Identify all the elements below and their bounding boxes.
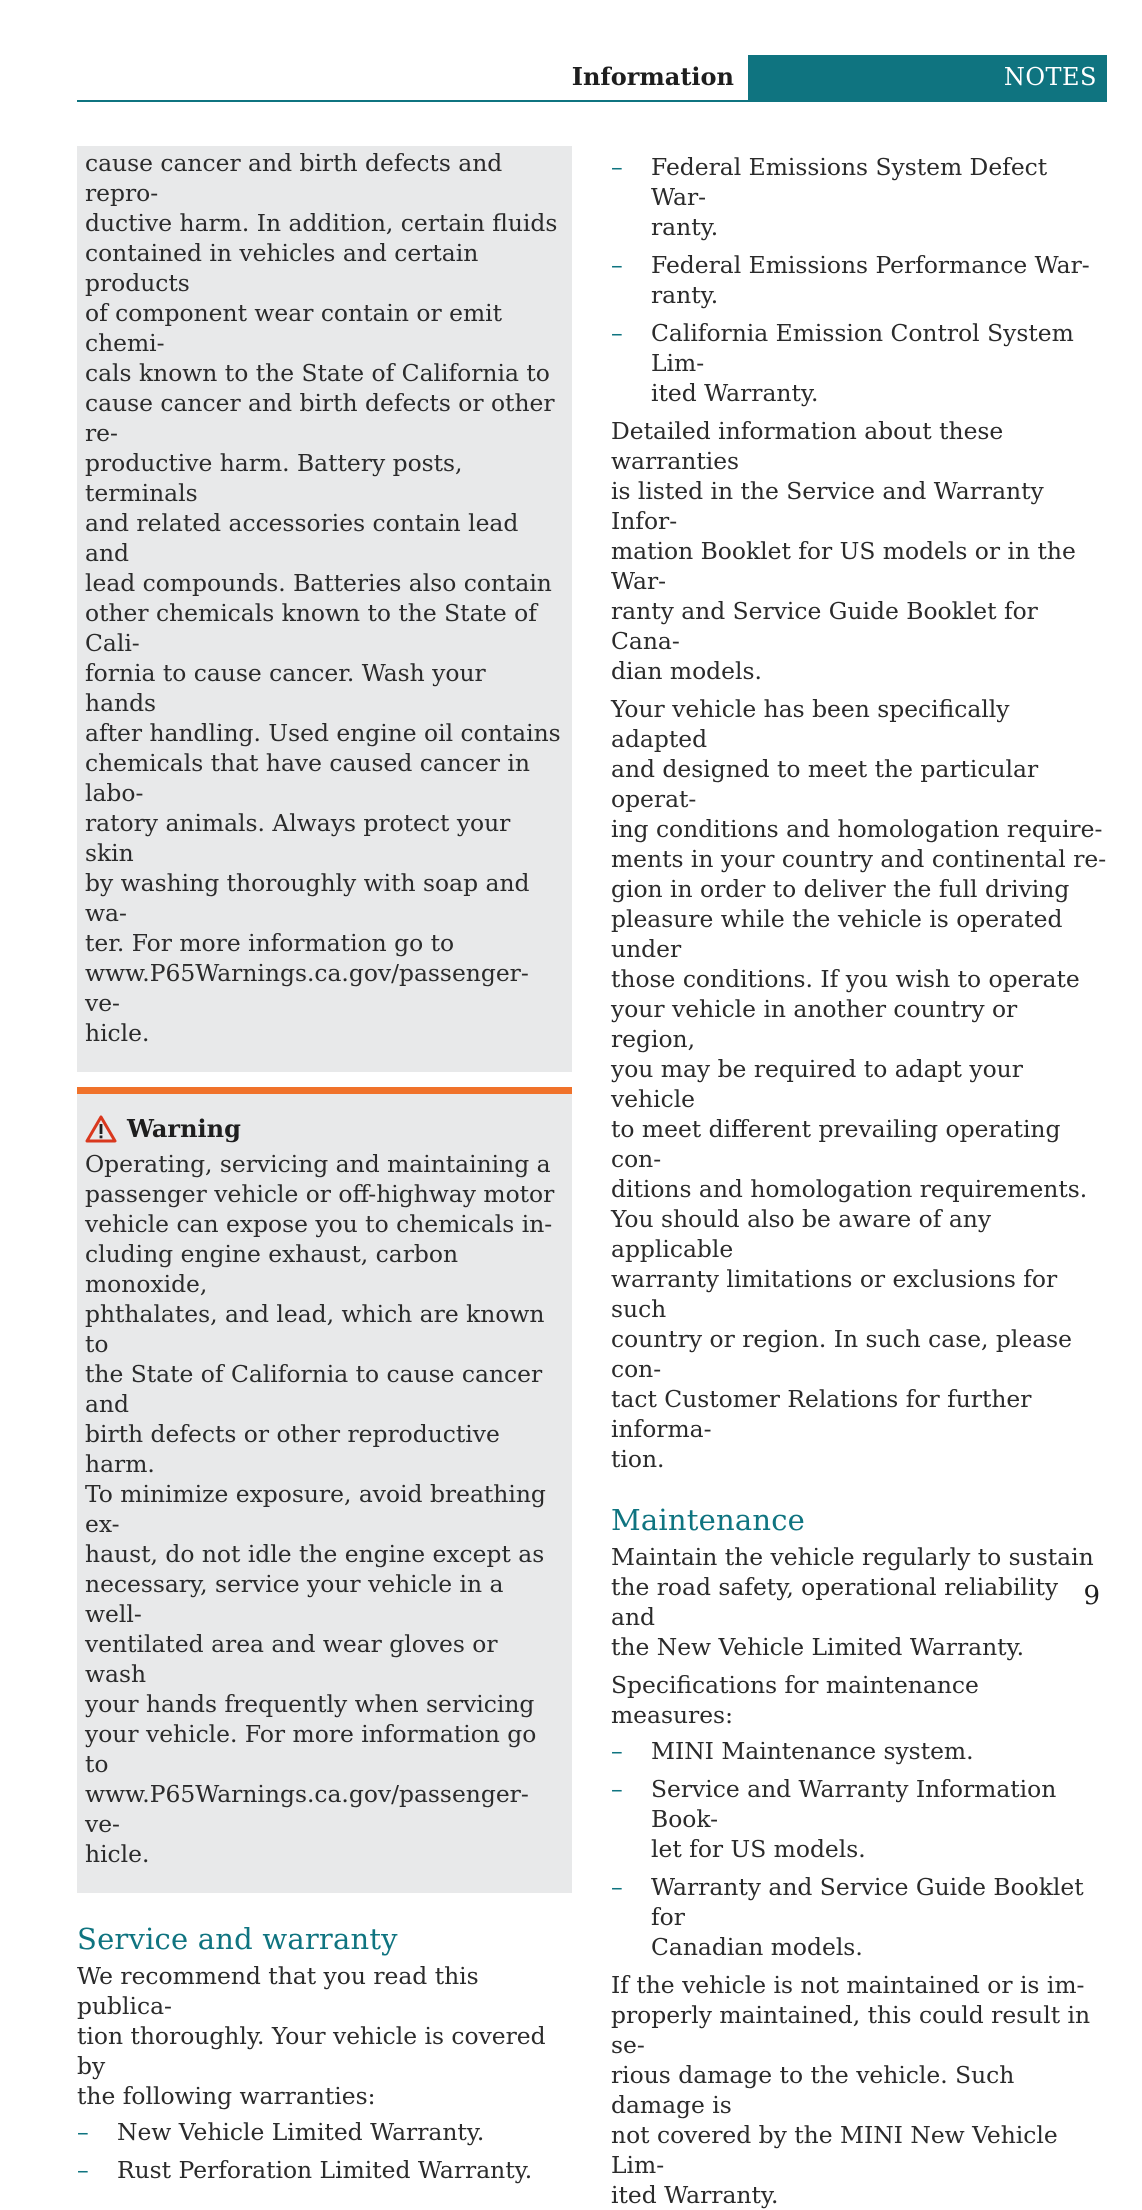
header-tab bbox=[748, 55, 1107, 102]
page-header bbox=[0, 0, 1142, 102]
list-item: – MINI Maintenance system. bbox=[611, 1737, 974, 1765]
right-column bbox=[611, 146, 1107, 2210]
list-item: – Federal Emissions System Defect War- ranty. bbox=[611, 153, 1048, 241]
list-dash: – bbox=[611, 1775, 623, 1803]
closing-paragraph: If the vehicle is not maintained or is im- properly maintained, this could result in se- rious damage to the vehicle. Such damage is not covered by the MINI New Vehicle Lim- ited Warranty. bbox=[611, 1971, 1091, 2209]
left-column bbox=[77, 146, 572, 2185]
list-dash: – bbox=[611, 153, 623, 181]
list-dash: – bbox=[611, 251, 623, 279]
maintenance-heading: Maintenance bbox=[611, 1503, 805, 1537]
list-dash: – bbox=[611, 1737, 623, 1765]
page-number: 9 bbox=[1083, 1581, 1100, 1611]
warranty-list bbox=[77, 2117, 572, 2185]
list-dash: – bbox=[611, 319, 623, 347]
header-rule bbox=[77, 100, 1107, 102]
list-dash: – bbox=[77, 2156, 89, 2184]
prop65-info-text: cause cancer and birth defects and repro- ductive harm. In addition, certain fluids contained in vehicles and certain products of component wear contain or emit chemi- cals known to the State of California to cause cancer and birth defects or other re- productive harm. Battery posts, terminals and related accessories contain lead and lead compounds. Batteries also contain other chemicals known to the State of Cali- fornia to cause cancer. Wash your hands after handling. Used engine oil contains chemicals that have caused cancer in labo- ratory animals. Always protect your skin by washing thoroughly with soap and wa- ter. For more information go to www.P65Warnings.ca.gov/passenger-ve- hicle. bbox=[85, 149, 561, 1047]
maintenance-intro-paragraph: Maintain the vehicle regularly to sustain the road safety, operational reliability and the New Vehicle Limited Warranty. bbox=[611, 1543, 1094, 1661]
warning-heading bbox=[85, 1114, 563, 1143]
list-item: – California Emission Control System Lim- ited Warranty. bbox=[611, 319, 1074, 407]
warning-box bbox=[77, 1087, 572, 1893]
list-item: – New Vehicle Limited Warranty. bbox=[77, 2118, 485, 2146]
header-section-title: Information bbox=[571, 62, 734, 91]
prop65-info-box bbox=[77, 146, 572, 1072]
list-dash: – bbox=[77, 2118, 89, 2146]
adapted-paragraph: Your vehicle has been specifically adapted and designed to meet the particular operat- ing conditions and homologation require- ments in your country and continental re- gion in order to deliver the full driving pleasure while the vehicle is operated under those conditions. If you wish to operate your vehicle in another country or region, you may be required to adapt your vehicle to meet different prevailing operating con- ditions and homologation requirements. You should also be aware of any applicable warranty limitations or exclusions for such country or region. In such case, please con- tact Customer Relations for further informa- tion. bbox=[611, 695, 1107, 1473]
maintenance-spec-list bbox=[611, 1736, 1107, 1962]
list-item: – Warranty and Service Guide Booklet for Canadian models. bbox=[611, 1873, 1084, 1961]
warning-triangle-icon bbox=[85, 1115, 117, 1143]
spec-intro-paragraph: Specifications for maintenance measures: bbox=[611, 1671, 979, 1729]
warning-text: Operating, servicing and maintaining a passenger vehicle or off-highway motor vehicle can expose you to chemicals in- cluding engine exhaust, carbon monoxide, phthalates, and lead, which are known to the State of California to cause cancer and birth defects or other reproductive harm. To minimize exposure, avoid breathing ex- haust, do not idle the engine except as necessary, service your vehicle in a well- ventilated area and wear gloves or wash your hands frequently when servicing your vehicle. For more information go to www.P65Warnings.ca.gov/passenger-ve- hicle. bbox=[85, 1150, 555, 1868]
warranty-list-continued bbox=[611, 152, 1107, 408]
service-intro-paragraph: We recommend that you read this publica- tion thoroughly. Your vehicle is covered by the following warranties: bbox=[77, 1962, 546, 2110]
header-tab-label: NOTES bbox=[1003, 63, 1097, 91]
list-item: – Federal Emissions Performance War- ranty. bbox=[611, 251, 1090, 309]
warning-title: Warning bbox=[127, 1114, 241, 1143]
service-warranty-heading: Service and warranty bbox=[77, 1922, 398, 1956]
list-dash: – bbox=[611, 1873, 623, 1901]
list-item: – Service and Warranty Information Book- let for US models. bbox=[611, 1775, 1057, 1863]
list-item: – Rust Perforation Limited Warranty. bbox=[77, 2156, 533, 2184]
detail-paragraph: Detailed information about these warranties is listed in the Service and Warranty Infor- mation Booklet for US models or in the War- ranty and Service Guide Booklet for Cana- dian models. bbox=[611, 417, 1076, 685]
